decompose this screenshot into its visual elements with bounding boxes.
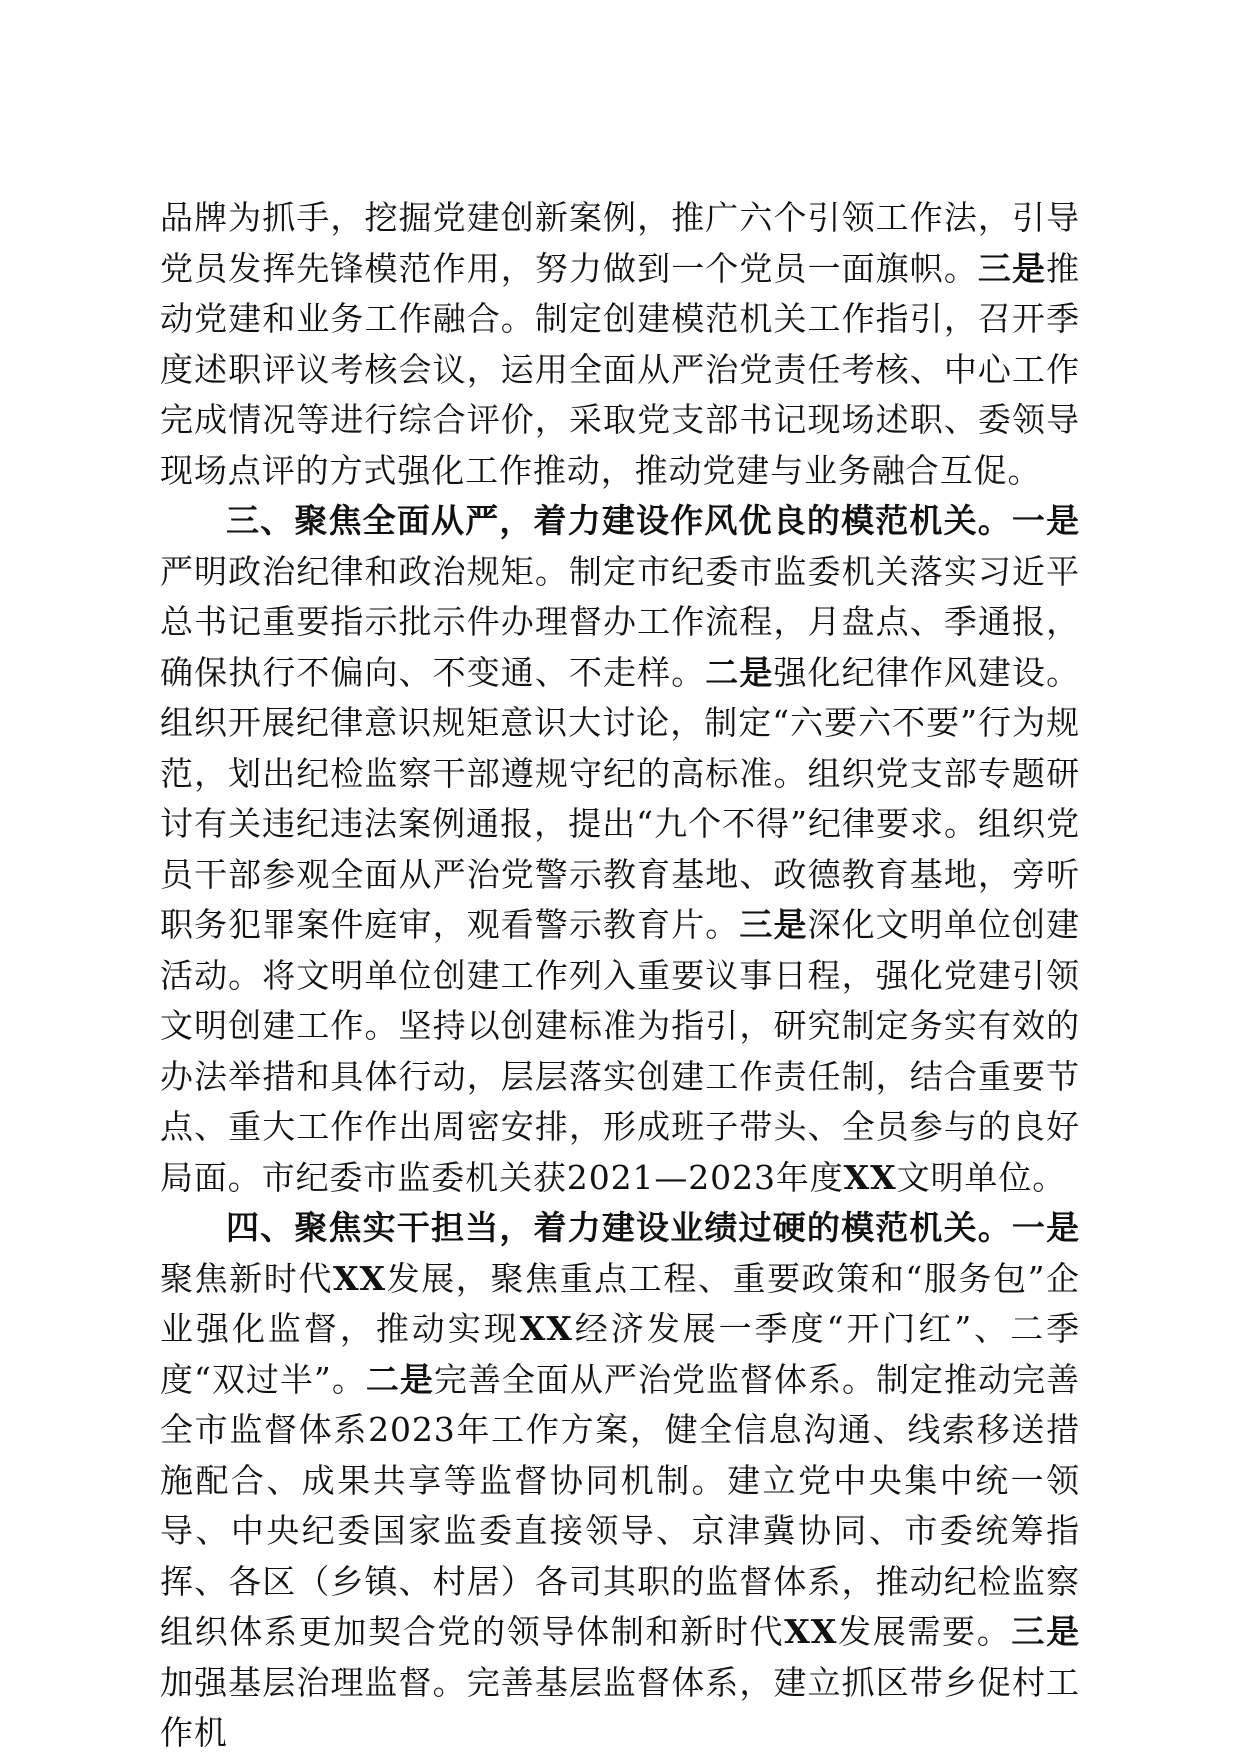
section-heading: 三、聚焦全面从严，着力建设作风优良的模范机关。 xyxy=(226,501,1012,540)
bold-lead: 一是 xyxy=(1011,1208,1080,1247)
bold-lead: 一是 xyxy=(1011,501,1080,540)
paragraph-text: 完善全面从严治党监督体系。制定推动完善全市监督体系2023年工作方案，健全信息沟通、线索移送措施配合、成果共享等监督协同机制。建立党中央集中统一领导、中央纪委国家监委直接领导、京津冀协同、市委统筹指挥、各区（乡镇、村居）各司其职的监督体系，推动纪检监察组织体系更加契合党的领导体制和新时代 xyxy=(160,1359,1080,1651)
paragraph-text: 强化纪律作风建设。组织开展纪律意识规矩意识大讨论，制定“六要六不要”行为规范，划出纪检监察干部遵规守纪的高标准。组织党支部专题研讨有关违纪违法案例通报，提出“九个不得”纪律要求。组织党员干部参观全面从严治党警示教育基地、政德教育基地，旁听职务犯罪案件庭审，观看警示教育片。 xyxy=(160,652,1080,944)
paragraph-text: 推动党建和业务工作融合。制定创建模范机关工作指引，召开季度述职评议考核会议，运用全面从严治党责任考核、中心工作完成情况等进行综合评价，采取党支部书记现场述职、委领导现场点评的方式强化工作推动，推动党建与业务融合互促。 xyxy=(160,248,1080,490)
bold-xx: XX xyxy=(519,1309,573,1348)
paragraph-text: 文明单位。 xyxy=(896,1157,1067,1197)
paragraph-section-3 xyxy=(160,496,1080,1203)
paragraph-text: 发展需要。 xyxy=(837,1612,1012,1651)
paragraph-continued xyxy=(160,193,1080,496)
bold-lead: 三是 xyxy=(1011,1612,1081,1651)
paragraph-text: 深化文明单位创建活动。将文明单位创建工作列入重要议事日程，强化党建引领文明创建工作。坚持以创建标准为指引，研究制定务实有效的办法举措和具体行动，层层落实创建工作责任制，结合重要节点、重大工作作出周密安排，形成班子带头、全员参与的良好局面。市纪委市监委机关获2021—2023年度 xyxy=(160,905,1080,1197)
paragraph-text: 严明政治纪律和政治规矩。制定市纪委市监委机关落实习近平总书记重要指示批示件办理督办工作流程，月盘点、季通报，确保执行不偏向、不变通、不走样。 xyxy=(160,551,1080,692)
paragraph-text: 品牌为抓手，挖掘党建创新案例，推广六个引领工作法，引导党员发挥先锋模范作用，努力做到一个党员一面旗帜。 xyxy=(160,198,1080,288)
paragraph-text: 聚焦新时代 xyxy=(160,1258,333,1298)
bold-xx: XX xyxy=(843,1157,897,1197)
bold-lead: 三是 xyxy=(977,248,1047,288)
bold-lead: 二是 xyxy=(705,652,774,692)
section-heading: 四、聚焦实干担当，着力建设业绩过硬的模范机关。 xyxy=(226,1208,1012,1247)
bold-lead: 二是 xyxy=(365,1359,434,1399)
paragraph-text: 经济发展一季度“开门红”、二季度“双过半”。 xyxy=(160,1309,1081,1399)
bold-lead: 三是 xyxy=(739,905,808,944)
bold-xx: XX xyxy=(332,1258,386,1298)
paragraph-section-4 xyxy=(160,1203,1080,1759)
bold-xx: XX xyxy=(784,1612,838,1651)
body-text xyxy=(160,193,1080,1759)
paragraph-text: 发展，聚焦重点工程、重要政策和“服务包”企业强化监督，推动实现 xyxy=(160,1258,1080,1348)
paragraph-text: 加强基层治理监督。完善基层监督体系，建立抓区带乡促村工作机 xyxy=(160,1662,1080,1752)
